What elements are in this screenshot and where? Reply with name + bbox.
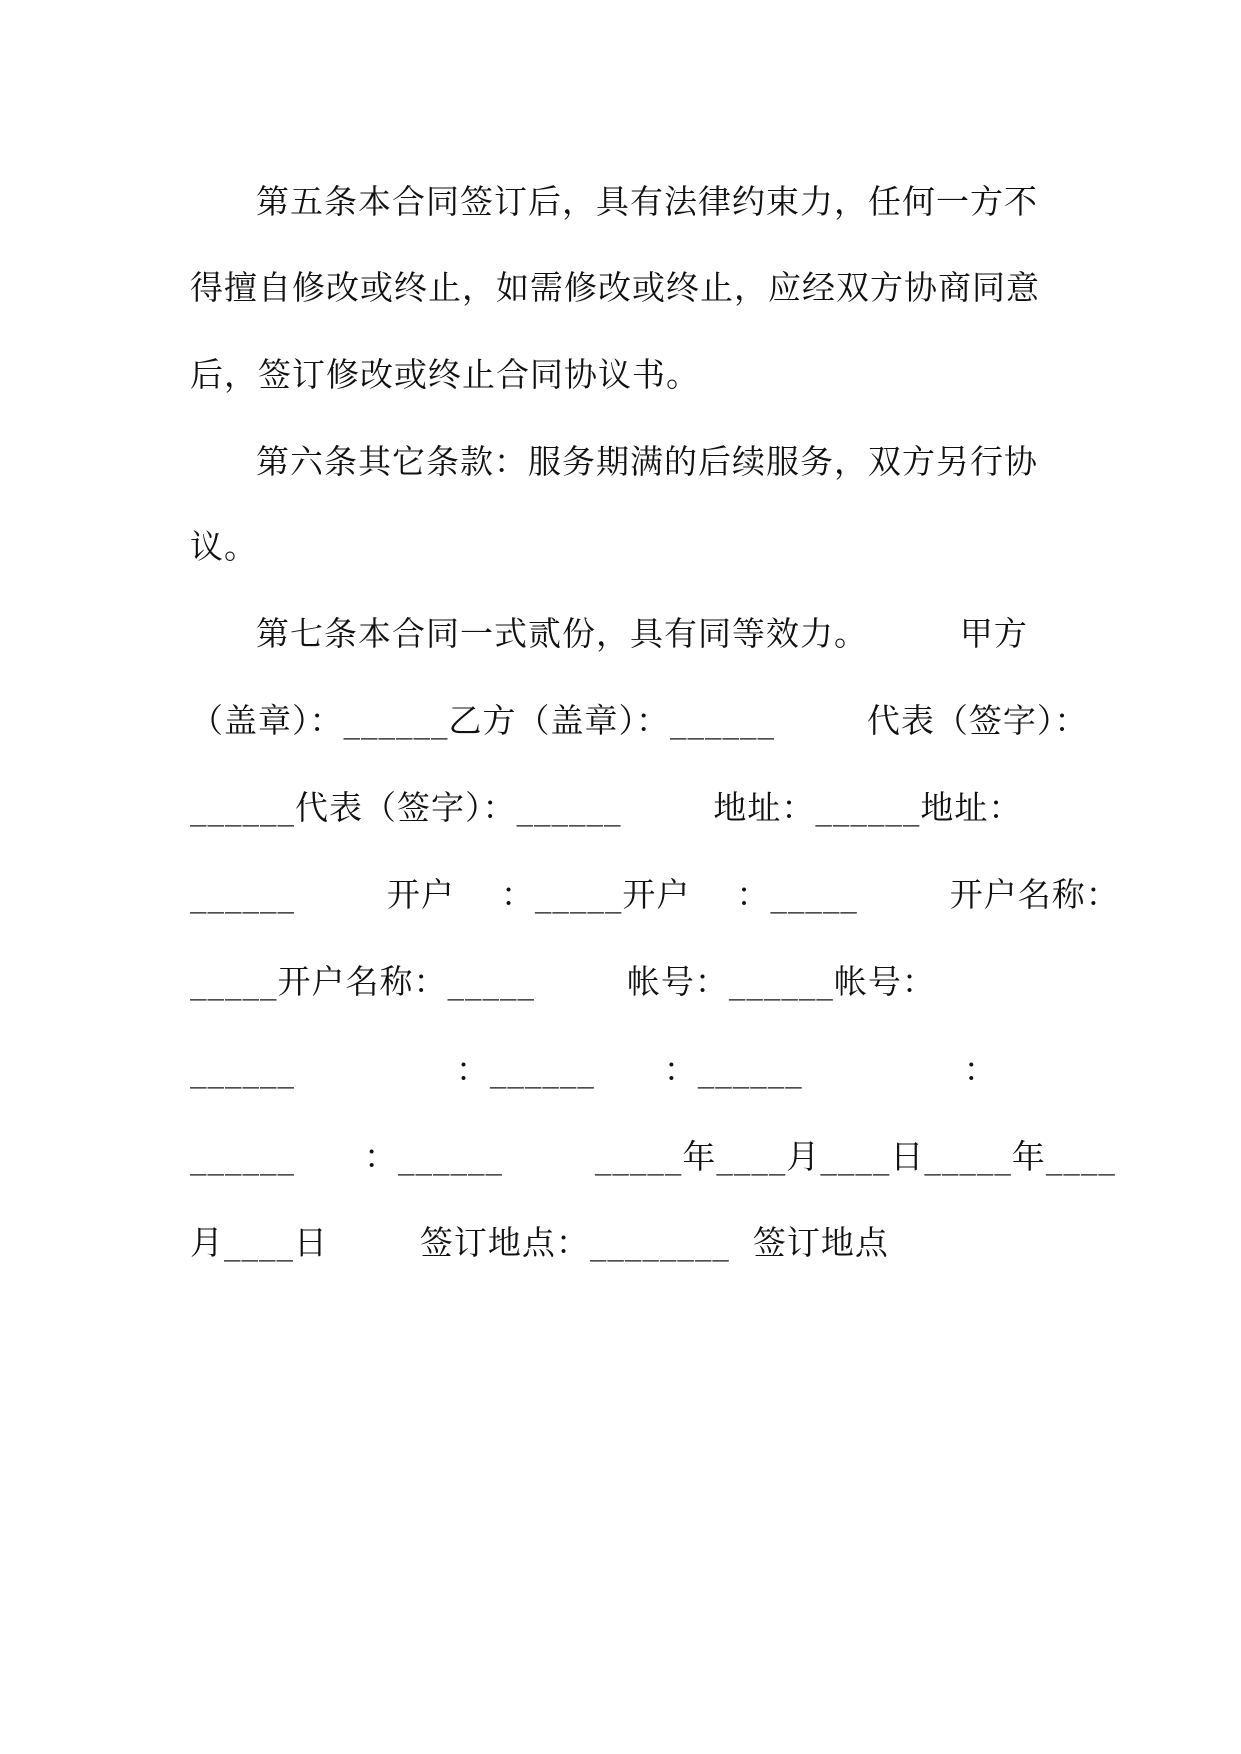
text-line: 第五条本合同签订后，具有法律约束力，任何一方不 — [256, 182, 1038, 221]
text-line: 议。 — [190, 527, 258, 566]
text-line: 月____日 签订地点：________ 签订地点 — [190, 1223, 889, 1262]
text-line: ______ 开户 ：_____开户 ：_____ 开户名称： — [190, 875, 1120, 914]
text-line: 第七条本合同一式贰份，具有同等效力。 甲方 — [256, 614, 1028, 653]
text-line: ______ ：______ _____年____月____日_____年____ — [190, 1137, 1116, 1176]
text-line: 得擅自修改或终止，如需修改或终止，应经双方协商同意 — [190, 268, 1040, 307]
text-line: ______代表（签字）：______ 地址：______地址： — [190, 788, 1023, 827]
text-line: （盖章）：______乙方（盖章）：______ 代表（签字）： — [190, 701, 1089, 740]
text-line: ______ ：______ ：______ ： — [190, 1050, 998, 1089]
text-line: 后，签订修改或终止合同协议书。 — [190, 355, 700, 394]
text-line: _____开户名称：_____ 帐号：______帐号： — [190, 962, 936, 1001]
text-line: 第六条其它条款：服务期满的后续服务，双方另行协 — [256, 442, 1038, 481]
